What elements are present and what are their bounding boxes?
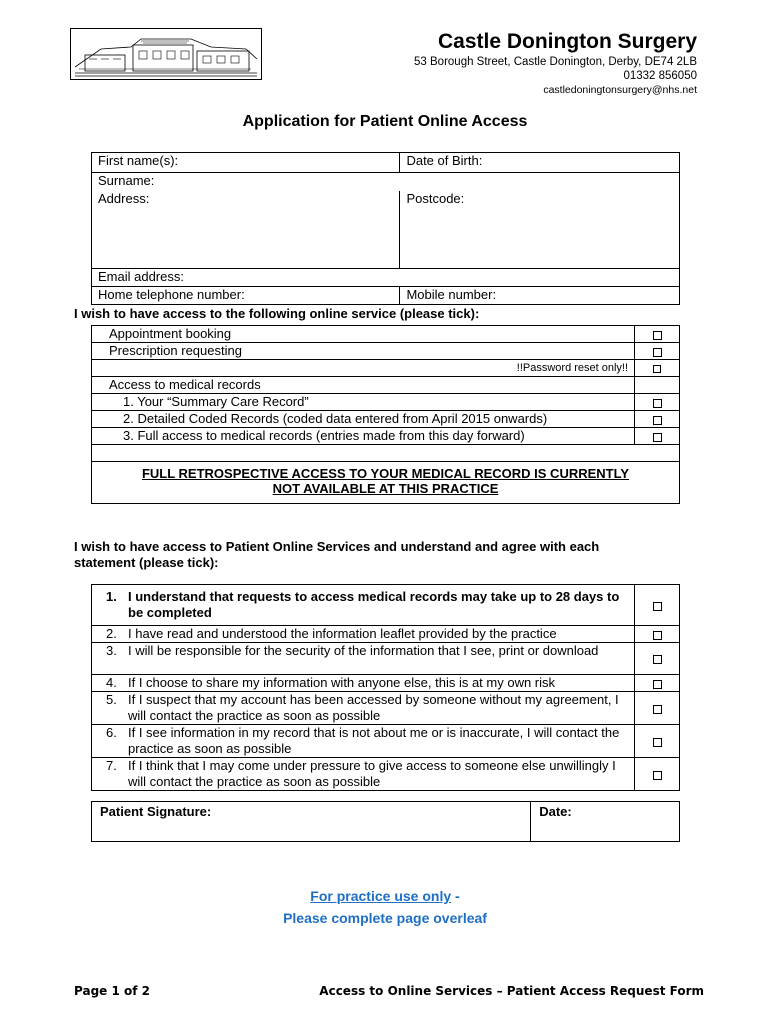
coded-record-checkbox[interactable] xyxy=(635,411,680,428)
prescription-checkbox[interactable] xyxy=(635,343,680,360)
surname-field[interactable]: Surname: xyxy=(92,173,680,191)
practice-use-link[interactable]: For practice use only xyxy=(310,888,452,904)
signature-table xyxy=(91,801,680,842)
record-option-summary: 1. Your “Summary Care Record” xyxy=(92,394,635,411)
date-field[interactable]: Date: xyxy=(531,802,680,842)
statement-row: 1. I understand that requests to access medical records may take up to 28 days to be completed xyxy=(92,585,635,626)
postcode-field[interactable]: Postcode: xyxy=(400,191,680,269)
footer-title: Access to Online Services – Patient Access Request Form xyxy=(319,984,704,998)
checkbox-icon[interactable] xyxy=(653,771,662,780)
services-heading: I wish to have access to the following online service (please tick): xyxy=(74,306,480,321)
full-record-checkbox[interactable] xyxy=(635,428,680,445)
appointment-checkbox[interactable] xyxy=(635,326,680,343)
statement-3-checkbox[interactable] xyxy=(635,643,680,675)
statement-row: 7. If I think that I may come under pressure to give access to someone else unwillingly I will contact the practice as soon as possible xyxy=(92,758,635,791)
signature-field[interactable]: Patient Signature: xyxy=(92,802,531,842)
password-reset-checkbox[interactable] xyxy=(635,360,680,377)
record-option-coded: 2. Detailed Coded Records (coded data entered from April 2015 onwards) xyxy=(92,411,635,428)
records-heading: Access to medical records xyxy=(92,377,635,394)
mobile-field[interactable]: Mobile number: xyxy=(400,287,680,305)
personal-details-table xyxy=(91,152,680,305)
checkbox-icon[interactable] xyxy=(653,331,662,340)
checkbox-icon[interactable] xyxy=(653,705,662,714)
service-appointment: Appointment booking xyxy=(92,326,635,343)
record-option-full: 3. Full access to medical records (entries made from this day forward) xyxy=(92,428,635,445)
checkbox-icon[interactable] xyxy=(653,655,662,664)
checkbox-icon[interactable] xyxy=(653,416,662,425)
building-sketch-icon xyxy=(71,29,261,79)
page-number: Page 1 of 2 xyxy=(74,984,150,998)
retrospective-access-notice: FULL RETROSPECTIVE ACCESS TO YOUR MEDICAL RECORD IS CURRENTLY NOT AVAILABLE AT THIS PRACTICE xyxy=(92,462,680,504)
address-field[interactable]: Address: xyxy=(92,191,400,269)
complete-overleaf-text: Please complete page overleaf xyxy=(283,910,487,926)
practice-address: 53 Borough Street, Castle Donington, Derby, DE74 2LB xyxy=(414,56,697,68)
practice-email: castledoningtonsurgery@nhs.net xyxy=(543,84,697,96)
summary-record-checkbox[interactable] xyxy=(635,394,680,411)
statement-1-checkbox[interactable] xyxy=(635,585,680,626)
practice-name: Castle Donington Surgery xyxy=(437,30,697,53)
agreement-table xyxy=(91,584,680,791)
practice-use-line: For practice use only - xyxy=(310,888,460,904)
first-name-field[interactable]: First name(s): xyxy=(92,153,400,173)
checkbox-icon[interactable] xyxy=(653,348,662,357)
home-phone-field[interactable]: Home telephone number: xyxy=(92,287,400,305)
practice-phone: 01332 856050 xyxy=(623,70,697,82)
service-prescription: Prescription requesting xyxy=(92,343,635,360)
checkbox-icon[interactable] xyxy=(653,365,661,373)
checkbox-icon[interactable] xyxy=(653,433,662,442)
statement-6-checkbox[interactable] xyxy=(635,725,680,758)
checkbox-icon[interactable] xyxy=(653,680,662,689)
statement-2-checkbox[interactable] xyxy=(635,626,680,643)
email-field[interactable]: Email address: xyxy=(92,269,680,287)
checkbox-icon[interactable] xyxy=(653,602,662,611)
form-title: Application for Patient Online Access xyxy=(242,113,528,130)
checkbox-icon[interactable] xyxy=(653,399,662,408)
services-table xyxy=(91,325,680,504)
password-reset-label: !!Password reset only!! xyxy=(92,360,635,377)
statement-5-checkbox[interactable] xyxy=(635,692,680,725)
statement-row: 6. If I see information in my record that is not about me or is inaccurate, I will contact the practice as soon as possible xyxy=(92,725,635,758)
checkbox-icon[interactable] xyxy=(653,631,662,640)
statement-row: 2. I have read and understood the information leaflet provided by the practice xyxy=(92,626,635,643)
statement-7-checkbox[interactable] xyxy=(635,758,680,791)
surgery-logo xyxy=(70,28,262,80)
statement-row: 5. If I suspect that my account has been accessed by someone without my agreement, I will contact the practice as soon as possible xyxy=(92,692,635,725)
dob-field[interactable]: Date of Birth: xyxy=(400,153,680,173)
statement-row: 3. I will be responsible for the security of the information that I see, print or download xyxy=(92,643,635,675)
checkbox-icon[interactable] xyxy=(653,738,662,747)
statement-4-checkbox[interactable] xyxy=(635,675,680,692)
agreement-heading: I wish to have access to Patient Online Services and understand and agree with each statement (please tick): xyxy=(74,539,600,570)
statement-row: 4. If I choose to share my information with anyone else, this is at my own risk xyxy=(92,675,635,692)
